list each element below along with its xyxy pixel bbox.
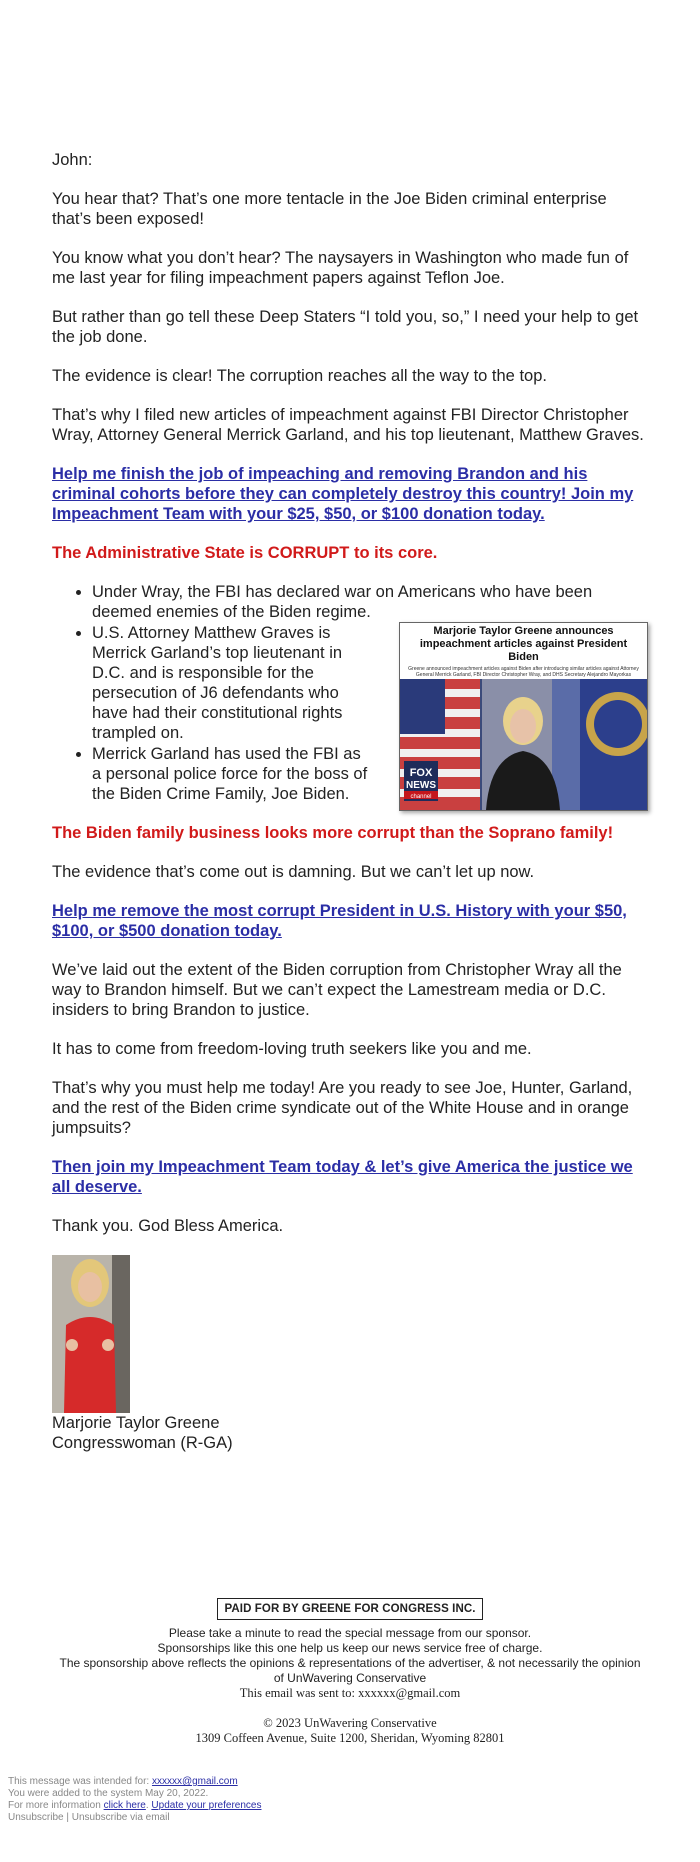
- intended-label: This message was intended for:: [8, 1776, 152, 1787]
- donate-link-2[interactable]: Help me remove the most corrupt President in U.S. History with your $50, $100, or $500 donation today.: [52, 902, 627, 940]
- more-info-line: [8, 1800, 261, 1812]
- footer: [0, 1598, 700, 1746]
- paragraph-4: The evidence is clear! The corruption reaches all the way to the top.: [52, 367, 547, 385]
- sponsor-line-2: Sponsorships like this one help us keep our news service free of charge.: [157, 1641, 543, 1655]
- sponsor-line-1: Please take a minute to read the special message from our sponsor.: [168, 1626, 532, 1640]
- intended-for-line: [8, 1776, 261, 1788]
- postal-address: 1309 Coffeen Avenue, Suite 1200, Sheridan, Wyoming 82801: [195, 1731, 505, 1745]
- news-headline-block: [400, 623, 647, 678]
- bullet-item: • U.S. Attorney Matthew Graves is Merrick Garland’s top lieutenant in D.C. and is responsible for the persecution of J6 defendants who have had their constitutional rights trampled on.: [92, 623, 372, 743]
- email-body: [52, 150, 648, 1453]
- added-date-line: You were added to the system May 20, 2022.: [8, 1788, 209, 1799]
- paragraph-5: That’s why I filed new articles of impeachment against FBI Director Christopher Wray, Attorney General Merrick Garland, and his top lieutenant, Matthew Graves.: [52, 406, 644, 444]
- news-logo-text: NEWS: [406, 780, 436, 791]
- click-here-link[interactable]: click here: [103, 1800, 146, 1811]
- donate-link-1[interactable]: Help me finish the job of impeaching and removing Brandon and his criminal cohorts before they can completely destroy this country! Join my Impeachment Team with your $25, $50, or $100 donation today.: [52, 465, 634, 523]
- subscription-meta: [8, 1776, 261, 1824]
- bullet-item: • Under Wray, the FBI has declared war on Americans who have been deemed enemies of the Biden regime.: [92, 582, 648, 622]
- paragraph-7: We’ve laid out the extent of the Biden corruption from Christopher Wray all the way to Brandon himself. But we can’t expect the Lamestream media or D.C. insiders to bring Brandon to justice.: [52, 961, 622, 1019]
- unsubscribe-links[interactable]: Unsubscribe | Unsubscribe via email: [8, 1812, 170, 1823]
- signature-photo: [52, 1255, 130, 1413]
- sent-to-line: This email was sent to: xxxxxx@gmail.com: [239, 1686, 461, 1700]
- copyright: © 2023 UnWavering Conservative: [263, 1716, 437, 1730]
- paragraph-8: It has to come from freedom-loving truth seekers like you and me.: [52, 1040, 532, 1058]
- news-subtitle: Greene announced impeachment articles against Biden after introducing similar articles against Attorney General Merrick Garland, FBI Director Christopher Wray, and DHS Secretary Alejandro Mayorkas: [408, 666, 639, 678]
- fox-logo-text: FOX: [409, 767, 433, 779]
- intended-email-link[interactable]: xxxxxx@gmail.com: [151, 1776, 238, 1787]
- news-title: Marjorie Taylor Greene announces impeachment articles against President Biden: [419, 625, 628, 663]
- channel-logo-text: channel: [410, 794, 432, 800]
- more-info-label: For more information: [8, 1800, 104, 1811]
- paid-for-disclaimer: PAID FOR BY GREENE FOR CONGRESS INC.: [217, 1598, 482, 1620]
- donate-link-3[interactable]: Then join my Impeachment Team today & let’s give America the justice we all deserve.: [52, 1158, 633, 1196]
- update-preferences-link[interactable]: Update your preferences: [151, 1800, 262, 1811]
- headline-administrative-state: The Administrative State is CORRUPT to its core.: [52, 544, 438, 562]
- paragraph-9: That’s why you must help me today! Are you ready to see Joe, Hunter, Garland, and the rest of the Biden crime syndicate out of the White House and in orange jumpsuits?: [52, 1079, 633, 1137]
- paragraph-6: The evidence that’s come out is damning. But we can’t let up now.: [52, 863, 535, 881]
- signature-title: Congresswoman (R-GA): [52, 1434, 233, 1452]
- headline-biden-family: The Biden family business looks more corrupt than the Soprano family!: [52, 824, 614, 842]
- closing: Thank you. God Bless America.: [52, 1217, 284, 1235]
- news-screenshot-image: [399, 622, 648, 811]
- bullet-section: [52, 582, 648, 804]
- greeting: John:: [52, 151, 93, 169]
- paragraph-2: You know what you don’t hear? The naysayers in Washington who made fun of me last year for filing impeachment papers against Teflon Joe.: [52, 249, 629, 287]
- sponsor-notice: [0, 1626, 700, 1686]
- paragraph-3: But rather than go tell these Deep Staters “I told you, so,” I need your help to get the job done.: [52, 308, 639, 346]
- paragraph-1: You hear that? That’s one more tentacle in the Joe Biden criminal enterprise that’s been exposed!: [52, 190, 607, 228]
- news-photo: [400, 679, 647, 810]
- bullet-item: • Merrick Garland has used the FBI as a personal police force for the boss of the Biden Crime Family, Joe Biden.: [92, 744, 372, 804]
- signature-name: Marjorie Taylor Greene: [52, 1414, 220, 1432]
- sponsor-line-3: The sponsorship above reflects the opinions & representations of the advertiser, & not necessarily the opinion of UnWavering Conservative: [59, 1656, 641, 1685]
- link-separator: .: [145, 1800, 152, 1811]
